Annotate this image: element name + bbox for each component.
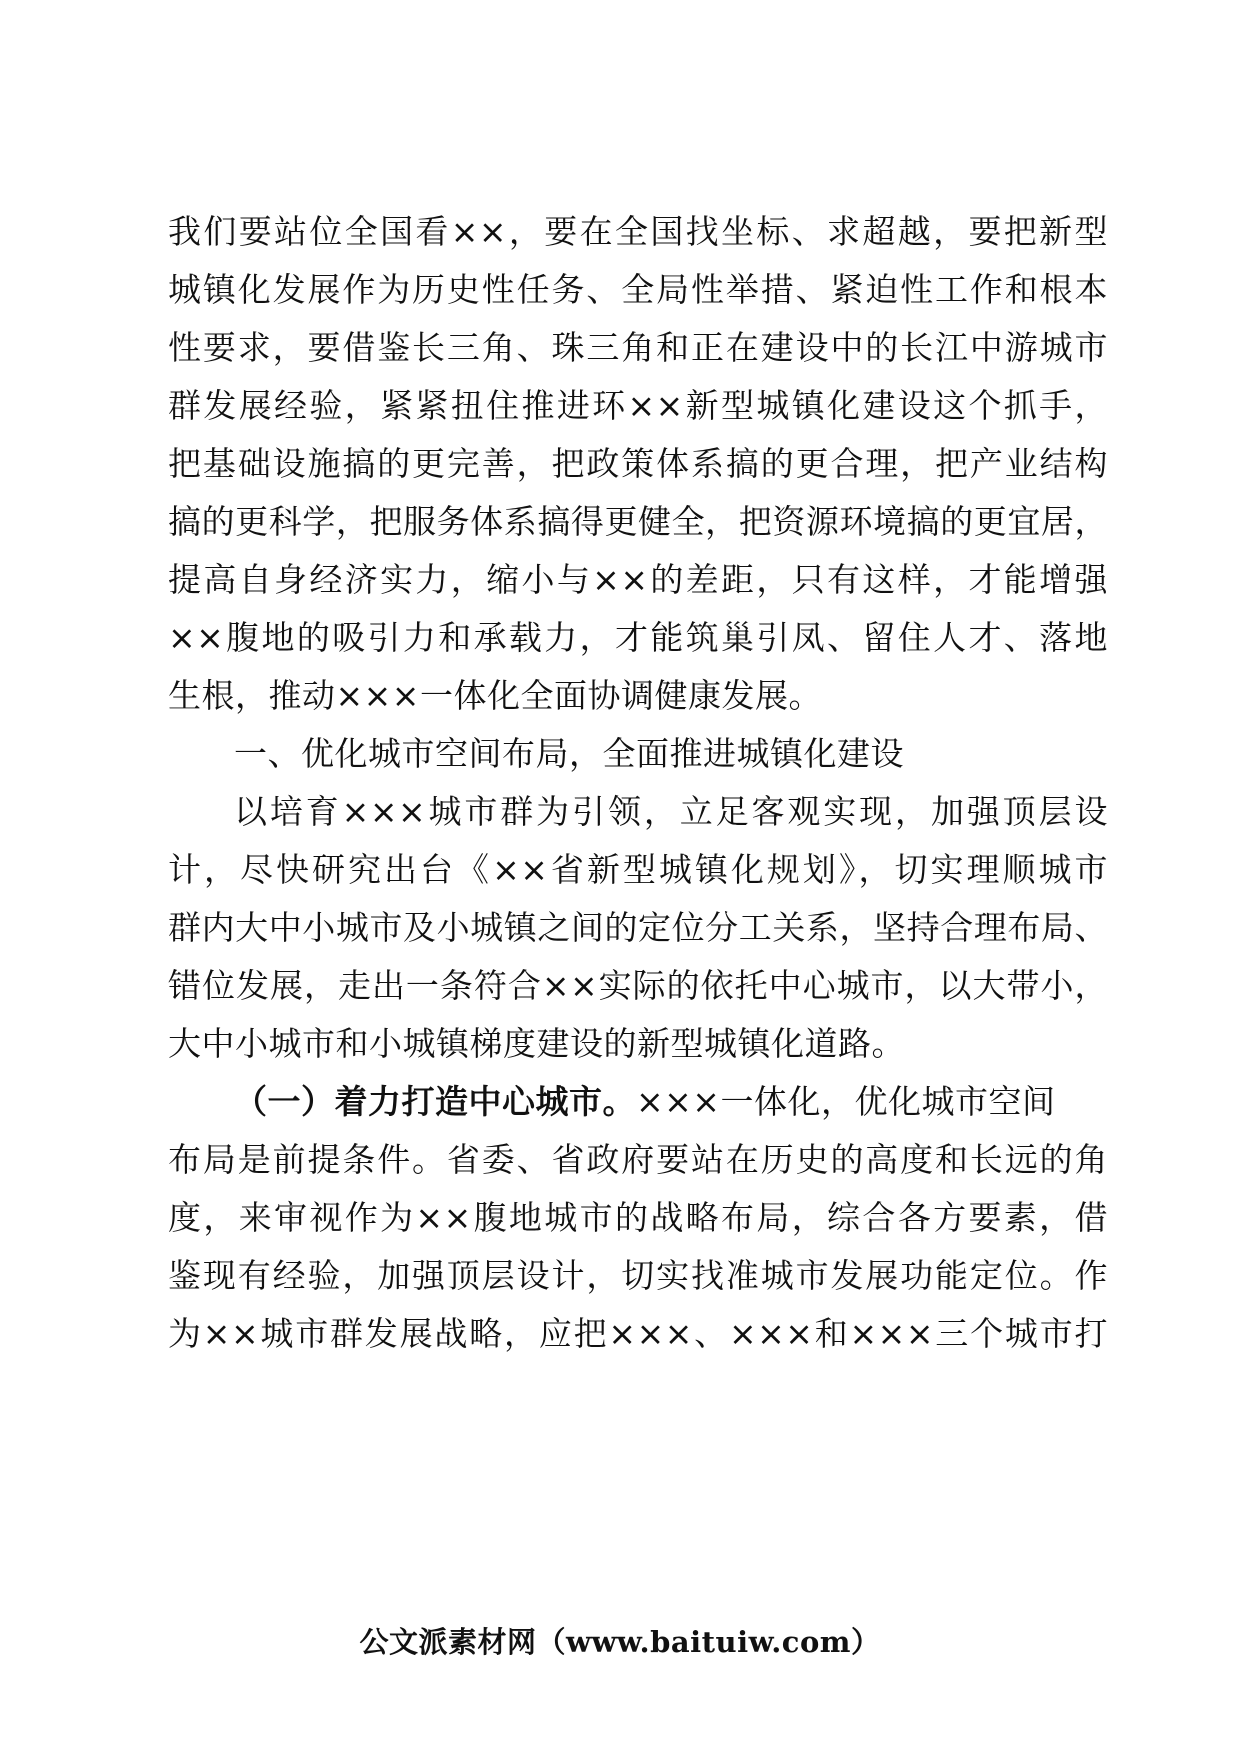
text-line: 性要求，要借鉴长三角、珠三角和正在建设中的长江中游城市 [168, 328, 1108, 367]
text-line: 群发展经验，紧紧扭住推进环××新型城镇化建设这个抓手， [168, 386, 1108, 425]
text-line: 度，来审视作为××腹地城市的战略布局，综合各方要素，借 [168, 1198, 1108, 1237]
text-line: 大中小城市和小城镇梯度建设的新型城镇化道路。 [168, 1024, 905, 1063]
text-line: 搞的更科学，把服务体系搞得更健全，把资源环境搞的更宜居， [168, 502, 1108, 541]
text-line: 把基础设施搞的更完善，把政策体系搞的更合理，把产业结构 [168, 444, 1108, 483]
footer-watermark: 公文派素材网（www.baituiw.com） [359, 1625, 881, 1659]
text-line: 以培育×××城市群为引领，立足客观实现，加强顶层设 [234, 792, 1108, 831]
section-heading: 一、优化城市空间布局，全面推进城镇化建设 [234, 734, 904, 773]
subsection-title: （一）着力打造中心城市。 [234, 1082, 636, 1121]
text-line: ××腹地的吸引力和承载力，才能筑巢引凤、留住人才、落地 [168, 618, 1108, 657]
text-line: 布局是前提条件。省委、省政府要站在历史的高度和长远的角 [168, 1140, 1108, 1179]
text-line: 城镇化发展作为历史性任务、全局性举措、紧迫性工作和根本 [168, 270, 1108, 309]
text-line: 错位发展，走出一条符合××实际的依托中心城市，以大带小， [168, 966, 1108, 1005]
text-line: 鉴现有经验，加强顶层设计，切实找准城市发展功能定位。作 [168, 1256, 1108, 1295]
text-line: 我们要站位全国看××，要在全国找坐标、求超越，要把新型 [168, 212, 1108, 251]
subsection-line [234, 1082, 1108, 1122]
text-line: 生根，推动×××一体化全面协调健康发展。 [168, 676, 822, 715]
text-line: 提高自身经济实力，缩小与××的差距，只有这样，才能增强 [168, 560, 1108, 599]
text-line: 为××城市群发展战略，应把×××、×××和×××三个城市打 [168, 1314, 1108, 1353]
text-line: 群内大中小城市及小城镇之间的定位分工关系，坚持合理布局、 [168, 908, 1108, 947]
text-line: 计，尽快研究出台《××省新型城镇化规划》，切实理顺城市 [168, 850, 1108, 889]
text-inline: ×××一体化，优化城市空间 [636, 1082, 1056, 1121]
